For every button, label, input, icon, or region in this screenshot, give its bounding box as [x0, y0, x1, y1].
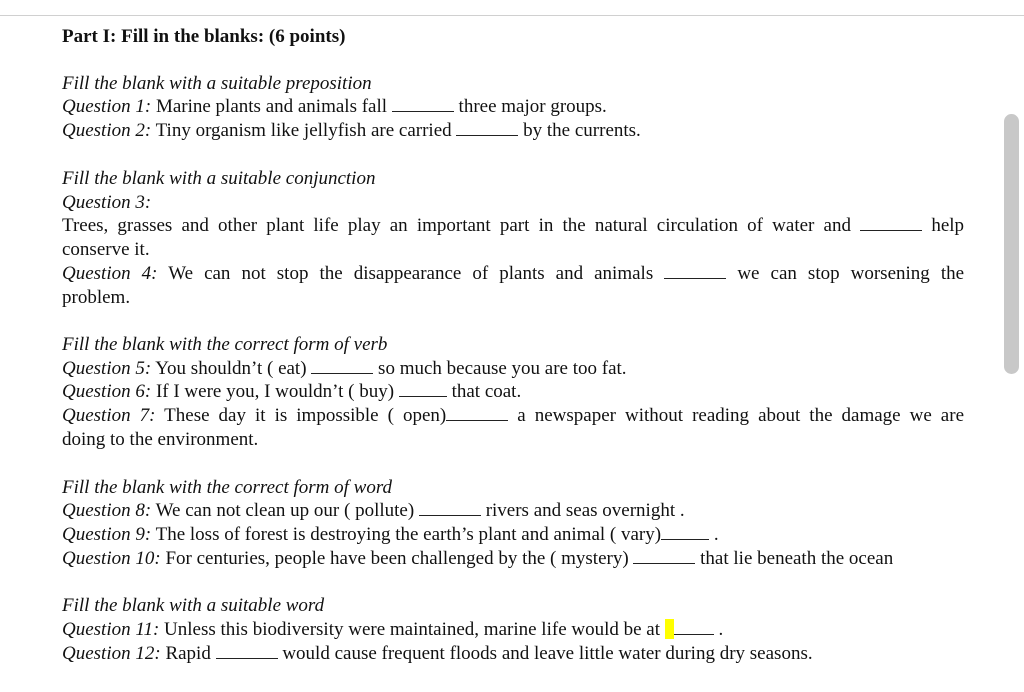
question-5 [62, 358, 627, 380]
question-label: Question 6: [62, 381, 152, 402]
question-text: rivers and seas overnight . [485, 500, 685, 521]
top-divider [0, 15, 1024, 16]
question-text-continued: problem. [62, 287, 131, 308]
question-text: You shouldn’t ( eat) [155, 358, 307, 379]
question-7 [62, 405, 964, 427]
question-text: three major groups. [458, 96, 607, 117]
question-text: that lie beneath the ocean [700, 548, 894, 569]
question-text: Trees, grasses and other plant life play an important part in the natural circulation of water and [62, 215, 851, 236]
question-label: Question 8: [62, 500, 152, 521]
question-text: If I were you, I wouldn’t ( buy) [155, 381, 395, 402]
highlight-cursor [665, 619, 674, 639]
question-text: The loss of forest is destroying the earth’s plant and animal ( vary) [155, 524, 662, 545]
question-8 [62, 500, 685, 522]
question-label: Question 7: [62, 405, 156, 426]
question-text-continued: conserve it. [62, 239, 150, 260]
question-text: . [718, 619, 724, 640]
question-text: by the currents. [523, 120, 641, 141]
question-text: For centuries, people have been challenged by the ( mystery) [165, 548, 629, 569]
answer-blank[interactable] [664, 263, 726, 279]
section-heading: Fill the blank with a suitable conjunction [62, 168, 376, 189]
section-heading: Fill the blank with the correct form of word [62, 477, 393, 498]
answer-blank[interactable] [392, 96, 454, 112]
answer-blank[interactable] [661, 524, 709, 540]
question-label: Question 11: [62, 619, 160, 640]
question-3 [62, 215, 964, 237]
question-text: We can not stop the disappearance of plants and animals [168, 263, 654, 284]
section-heading: Fill the blank with a suitable preposition [62, 73, 372, 94]
answer-blank[interactable] [633, 548, 695, 564]
question-label: Question 5: [62, 358, 152, 379]
question-text: Tiny organism like jellyfish are carried [155, 120, 452, 141]
question-text: Marine plants and animals fall [155, 96, 388, 117]
question-12 [62, 643, 813, 665]
question-label: Question 3: [62, 192, 152, 213]
answer-blank[interactable] [860, 215, 922, 231]
question-11 [62, 619, 723, 641]
question-4 [62, 263, 964, 285]
question-text: we can stop worsening the [737, 263, 965, 284]
answer-blank[interactable] [446, 405, 508, 421]
scrollbar-thumb[interactable] [1004, 114, 1019, 374]
question-9 [62, 524, 719, 546]
section-heading: Fill the blank with a suitable word [62, 595, 325, 616]
question-text-continued: doing to the environment. [62, 429, 259, 450]
section-heading: Fill the blank with the correct form of verb [62, 334, 388, 355]
question-text: We can not clean up our ( pollute) [155, 500, 415, 521]
answer-blank[interactable] [216, 643, 278, 659]
question-text: a newspaper without reading about the damage we are [517, 405, 965, 426]
question-text: Unless this biodiversity were maintained, marine life would be at [164, 619, 661, 640]
question-text: so much because you are too fat. [378, 358, 627, 379]
question-text: Rapid [165, 643, 211, 664]
question-label: Question 9: [62, 524, 152, 545]
question-10 [62, 548, 893, 570]
question-label: Question 4: [62, 263, 158, 284]
question-label: Question 12: [62, 643, 161, 664]
answer-blank[interactable] [399, 381, 447, 397]
question-text: would cause frequent floods and leave little water during dry seasons. [282, 643, 813, 664]
answer-blank[interactable] [419, 500, 481, 516]
question-label: Question 2: [62, 120, 152, 141]
question-2 [62, 120, 641, 142]
page-title: Part I: Fill in the blanks: (6 points) [62, 26, 346, 47]
answer-blank[interactable] [674, 619, 714, 635]
question-text: help [931, 215, 965, 236]
question-6 [62, 381, 521, 403]
question-label: Question 1: [62, 96, 152, 117]
question-text: These day it is impossible ( open) [164, 405, 447, 426]
answer-blank[interactable] [311, 358, 373, 374]
question-text: that coat. [451, 381, 522, 402]
question-1 [62, 96, 607, 118]
answer-blank[interactable] [456, 120, 518, 136]
question-label: Question 10: [62, 548, 161, 569]
question-text: . [713, 524, 719, 545]
